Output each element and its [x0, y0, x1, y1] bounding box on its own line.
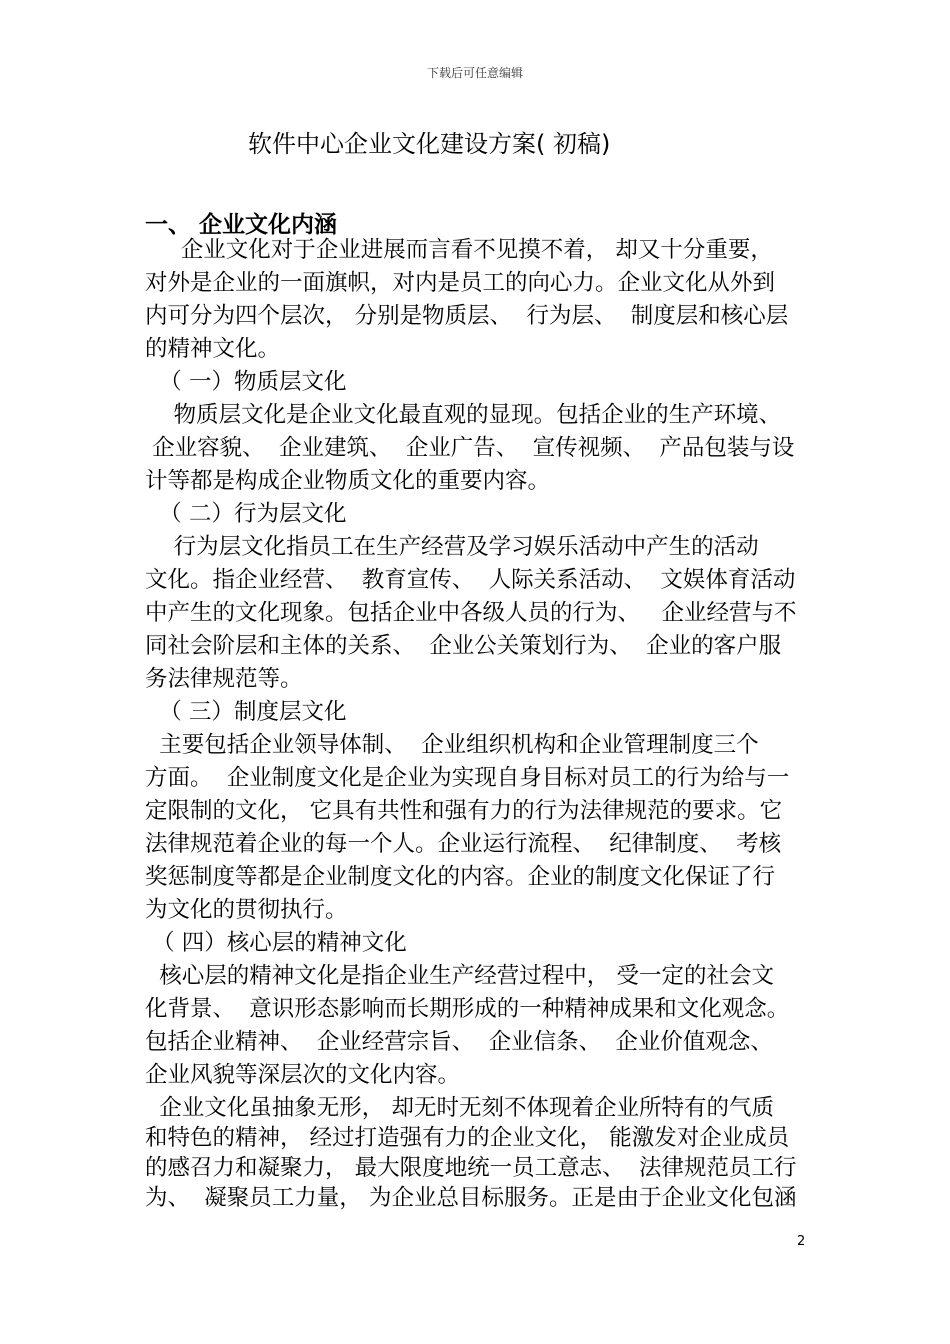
- text-line: 同社会阶层和主体的关系、 企业公关策划行为、 企业的客户服: [145, 633, 782, 659]
- text-line: 包括企业精神、 企业经营宗旨、 企业信条、 企业价值观念、: [145, 1029, 773, 1055]
- text-line: 内可分为四个层次， 分别是物质层、 行为层、 制度层和核心层: [145, 303, 789, 329]
- text-line: 企业容貌、 企业建筑、 企业广告、 宣传视频、 产品包装与设: [145, 435, 795, 461]
- page-number: 2: [797, 1234, 806, 1249]
- text-line: 对外是企业的一面旗帜，对内是员工的向心力。企业文化从外到: [145, 270, 776, 296]
- text-line: 的精神文化。: [145, 336, 281, 362]
- text-line: 为、 凝聚员工力量， 为企业总目标服务。正是由于企业文化包涵: [145, 1185, 797, 1211]
- text-line: 文化。指企业经营、 教育宣传、 人际关系活动、 文娱体育活动: [145, 567, 796, 593]
- text-line: 中产生的文化现象。包括企业中各级人员的行为、 企业经营与不: [145, 600, 797, 626]
- text-line: 企业文化虽抽象无形， 却无时无刻不体现着企业所特有的气质: [145, 1095, 774, 1121]
- text-line: 和特色的精神， 经过打造强有力的企业文化， 能激发对企业成员: [145, 1125, 790, 1151]
- subheading: （ 一）物质层文化: [145, 369, 347, 395]
- text-line: 企业风貌等深层次的文化内容。: [145, 1062, 461, 1088]
- section-heading: 一、 企业文化内涵: [145, 212, 338, 238]
- page-header: 下载后可任意编辑: [426, 66, 523, 80]
- subheading: （ 二）行为层文化: [145, 501, 347, 527]
- text-line: 务法律规范等。: [145, 666, 303, 692]
- text-line: 企业文化对于企业进展而言看不见摸不着， 却又十分重要，: [145, 237, 773, 263]
- subheading: （ 三）制度层文化: [145, 699, 347, 725]
- text-line: 物质层文化是企业文化最直观的显现。包括企业的生产环境、: [145, 402, 782, 428]
- text-line: 定限制的文化， 它具有共性和强有力的行为法律规范的要求。它: [145, 798, 783, 824]
- document-title: 软件中心企业文化建设方案( 初稿): [248, 130, 611, 158]
- text-line: 化背景、 意识形态影响而长期形成的一种精神成果和文化观念。: [145, 996, 790, 1022]
- text-line: 的感召力和凝聚力， 最大限度地统一员工意志、 法律规范员工行: [145, 1155, 797, 1181]
- text-line: 奖惩制度等都是企业制度文化的内容。企业的制度文化保证了行: [145, 864, 776, 890]
- text-line: 方面。 企业制度文化是企业为实现自身目标对员工的行为给与一: [145, 765, 790, 791]
- text-line: 主要包括企业领导体制、 企业组织机构和企业管理制度三个: [145, 732, 759, 758]
- text-line: 法律规范着企业的每一个人。企业运行流程、 纪律制度、 考核: [145, 831, 782, 857]
- subheading: （ 四）核心层的精神文化: [145, 930, 407, 956]
- text-line: 计等都是构成企业物质文化的重要内容。: [145, 468, 551, 494]
- text-line: 行为层文化指员工在生产经营及学习娱乐活动中产生的活动: [145, 534, 759, 560]
- text-line: 核心层的精神文化是指企业生产经营过程中， 受一定的社会文: [145, 963, 774, 989]
- text-line: 为文化的贯彻执行。: [145, 897, 348, 923]
